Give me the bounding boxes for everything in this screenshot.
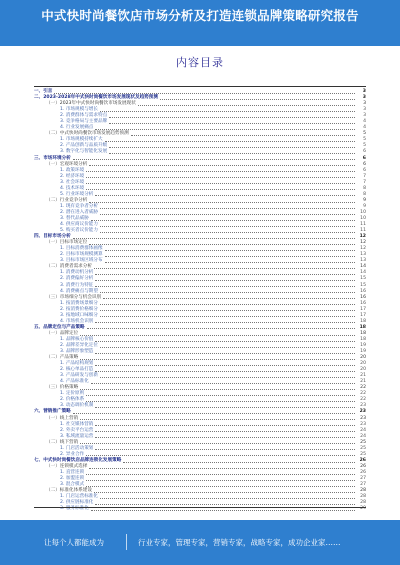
toc-entry-page: 21 <box>360 373 366 379</box>
toc-dot-leader <box>95 273 355 275</box>
toc-entry-label: 1. 消费动机分析 <box>60 270 94 276</box>
toc-dot-leader <box>95 364 355 366</box>
toc-entry-label: （一）2023年中式快时尚餐饮市场发展现状 <box>46 101 136 107</box>
toc-dot-leader <box>86 188 355 190</box>
toc-dot-leader <box>86 182 355 184</box>
toc-dot-leader <box>73 412 355 414</box>
table-of-contents <box>34 89 366 512</box>
toc-entry-page: 20 <box>360 367 366 373</box>
toc-entry-label: 5. 行业环境分析 <box>60 191 94 197</box>
toc-entry-label: 4. 产品标准化 <box>60 379 89 385</box>
toc-entry-page: 22 <box>360 397 366 403</box>
toc-entry-label: 2. 产品创新与品质升级 <box>60 143 108 149</box>
toc-entry-label: 3. 消费行为特征 <box>60 282 94 288</box>
toc-entry-label: 1. 门店活动策划 <box>60 445 94 451</box>
toc-entry-page: 14 <box>360 270 366 276</box>
toc-entry-label: 2. 按消费价格细分 <box>60 306 99 312</box>
footer-slogan-left: 让每个人都能成为 <box>44 538 104 547</box>
toc-dot-leader <box>123 461 355 463</box>
toc-dot-leader <box>109 146 355 148</box>
toc-entry-label: （二）线下营销 <box>46 439 79 445</box>
toc-dot-leader <box>95 321 355 323</box>
toc-dot-leader <box>100 376 355 378</box>
toc-dot-leader <box>86 473 355 475</box>
toc-entry-label: （一）连锁模式选择 <box>46 463 88 469</box>
toc-entry-page: 26 <box>360 463 366 469</box>
toc-entry-label: 3. 竞争格局与主要品牌 <box>60 119 108 125</box>
toc-dot-leader <box>95 285 355 287</box>
toc-entry-page: 24 <box>360 433 366 439</box>
toc-entry-label: （二）消费者需求分析 <box>46 264 92 270</box>
toc-entry-page: 26 <box>359 457 366 463</box>
toc-entry-label: 2. 加盟连锁 <box>60 476 85 481</box>
toc-entry-page: 6 <box>363 149 366 155</box>
toc-entry-page: 27 <box>360 482 366 488</box>
toc-dot-leader <box>89 201 355 203</box>
toc-entry-label: 3. 产品研发与创新 <box>60 373 99 379</box>
toc-dot-leader <box>100 346 355 348</box>
toc-dot-leader <box>105 249 355 251</box>
toc-entry-label: 2. 经济环境 <box>60 173 85 179</box>
toc-entry-label: 1. 产品结构规划 <box>60 361 94 367</box>
toc-entry-label: 1. 政策环境 <box>60 167 85 173</box>
toc-dot-leader <box>100 207 355 209</box>
toc-entry-label: 4. 行业发展痛点 <box>60 125 94 131</box>
toc-entry-page: 16 <box>360 288 366 294</box>
toc-entry-page: 15 <box>360 282 366 288</box>
toc-entry-page: 3 <box>363 101 366 107</box>
toc-entry-label: 三、市场环境分析 <box>34 155 71 161</box>
toc-dot-leader <box>86 170 355 172</box>
toc-dot-leader <box>80 418 355 420</box>
toc-dot-leader <box>86 485 355 487</box>
toc-entry-page: 18 <box>360 336 366 342</box>
toc-entry-page: 28 <box>360 494 366 500</box>
toc-entry-label: 2. 消费群体与需求特点 <box>60 113 108 119</box>
toc-entry-page: 22 <box>360 385 366 391</box>
toc-entry-page: 17 <box>360 312 366 318</box>
toc-dot-leader <box>89 164 355 166</box>
toc-entry-label: （一）目标市场定位 <box>46 240 88 246</box>
toc-dot-leader <box>131 134 355 136</box>
toc-entry-page: 23 <box>359 409 366 415</box>
footer-divider <box>126 534 127 550</box>
toc-entry-page: 18 <box>360 318 366 324</box>
toc-entry-page: 28 <box>360 488 366 494</box>
toc-dot-leader <box>86 394 355 396</box>
toc-entry-page: 6 <box>363 167 366 173</box>
toc-entry-page: 5 <box>363 137 366 143</box>
toc-entry-page: 16 <box>360 300 366 306</box>
toc-entry-page: 8 <box>363 191 366 197</box>
toc-entry-label: 3. 动态调价机制 <box>60 403 94 409</box>
toc-dot-leader <box>95 430 355 432</box>
toc-title: 内容目录 <box>176 56 224 69</box>
toc-entry-label: （二）行业竞争分析 <box>46 197 88 203</box>
toc-entry-label: 3. 服务标准化 <box>60 506 89 512</box>
toc-dot-leader <box>86 479 355 481</box>
toc-entry-label: 4. 技术环境 <box>60 185 85 191</box>
toc-dot-leader <box>94 267 355 269</box>
toc-entry-page: 12 <box>360 246 366 252</box>
toc-dot-leader <box>89 467 355 469</box>
toc-entry-page: 19 <box>360 349 366 355</box>
toc-dot-leader <box>86 454 355 456</box>
toc-entry-label: 六、营销推广策略 <box>34 409 71 415</box>
toc-entry-page: 12 <box>360 240 366 246</box>
toc-dot-leader <box>109 152 355 154</box>
toc-entry-label: 3. 目标市场区域分布 <box>60 258 103 264</box>
toc-dot-leader <box>73 158 355 160</box>
toc-entry-page: 17 <box>360 306 366 312</box>
toc-entry-page: 25 <box>360 445 366 451</box>
toc-dot-leader <box>80 358 355 360</box>
toc-entry-label: 4. 供应商议价能力 <box>60 222 99 228</box>
toc-entry-page: 23 <box>360 403 366 409</box>
toc-dot-leader <box>87 327 355 329</box>
report-header <box>0 0 400 46</box>
toc-dot-leader <box>103 297 355 299</box>
toc-entry-label: 2. 外卖平台运营 <box>60 427 94 433</box>
toc-entry-page: 27 <box>360 476 366 481</box>
toc-entry-label: 1. 社交媒体营销 <box>60 421 94 427</box>
toc-dot-leader <box>91 509 355 511</box>
toc-entry-label: 四、目标市场分析 <box>34 234 71 240</box>
toc-entry-label: （二）标准化体系建设 <box>46 488 92 494</box>
toc-entry-label: 五、品牌定位与产品策略 <box>34 324 85 330</box>
toc-entry-page: 5 <box>363 143 366 149</box>
toc-entry-page: 29 <box>360 506 366 512</box>
toc-entry-label: 2. 品牌差异化定位 <box>60 342 99 348</box>
toc-entry-label: 1. 市场规模与增长 <box>60 107 99 113</box>
toc-entry-page: 13 <box>360 258 366 264</box>
toc-dot-leader <box>80 334 355 336</box>
toc-entry-page: 6 <box>363 161 366 167</box>
toc-entry-page: 26 <box>360 469 366 475</box>
toc-entry-page: 3 <box>363 113 366 119</box>
toc-entry-label: 5. 购买者议价能力 <box>60 228 99 234</box>
toc-entry-page: 11 <box>360 222 366 228</box>
toc-dot-leader <box>109 122 355 124</box>
toc-entry-page: 25 <box>360 439 366 445</box>
toc-entry-label: 七、中式快时尚餐饮店品牌连锁化发展策略 <box>34 457 122 463</box>
toc-entry-label: 3. 替代品威胁 <box>60 215 89 221</box>
toc-dot-leader <box>89 243 355 245</box>
toc-dot-leader <box>86 176 355 178</box>
toc-dot-leader <box>109 116 355 118</box>
toc-dot-leader <box>100 110 355 112</box>
toc-entry-label: 2. 消费偏好分析 <box>60 276 94 282</box>
toc-entry-label: 3. 社会环境 <box>60 179 85 185</box>
toc-entry-page: 9 <box>363 203 366 209</box>
toc-entry-label: 2. 目标市场规模测算 <box>60 252 103 258</box>
toc-entry-label: （一）线上营销 <box>46 415 79 421</box>
toc-dot-leader <box>105 261 355 263</box>
toc-dot-leader <box>100 231 355 233</box>
toc-entry-label: 4. 市场机会识别 <box>60 318 94 324</box>
toc-bottom-rule <box>34 507 366 508</box>
toc-entry-page: 7 <box>363 179 366 185</box>
toc-entry-page: 4 <box>363 119 366 125</box>
toc-entry-label: （二）中式快时尚餐饮市场发展趋势预测 <box>46 131 129 137</box>
toc-dot-leader <box>95 279 355 281</box>
toc-entry-label: 一、引言 <box>34 89 53 94</box>
toc-dot-leader <box>100 213 355 215</box>
toc-dot-leader <box>95 436 355 438</box>
toc-dot-leader <box>100 225 355 227</box>
toc-dot-leader <box>80 442 355 444</box>
toc-dot-leader <box>95 448 355 450</box>
toc-entry-page: 3 <box>362 95 366 101</box>
toc-dot-leader <box>100 303 355 305</box>
toc-entry-page: 20 <box>360 355 366 361</box>
toc-entry-page: 12 <box>359 234 366 240</box>
toc-entry-page: 7 <box>363 173 366 179</box>
toc-entry-label: 1. 按消费场景细分 <box>60 300 99 306</box>
toc-dot-leader <box>138 104 355 106</box>
toc-entry-page: 28 <box>360 500 366 506</box>
toc-dot-leader <box>73 237 355 239</box>
toc-entry-label: 1. 门店运营标准化 <box>60 494 99 500</box>
toc-entry-label: 2. 潜在进入者威胁 <box>60 209 99 215</box>
toc-entry-page: 8 <box>363 185 366 191</box>
toc-entry-label: 二、2023-2028年中式快时尚餐饮市场发展现状及趋势预测 <box>34 95 158 101</box>
toc-entry-page: 18 <box>359 324 366 330</box>
toc-entry-label: 1. 市场规模持续扩大 <box>60 137 103 143</box>
toc-entry-label: 3. 按地域口味细分 <box>60 312 99 318</box>
toc-dot-leader <box>86 400 355 402</box>
toc-entry-page: 5 <box>363 131 366 137</box>
toc-dot-leader <box>95 370 355 372</box>
toc-entry-page: 3 <box>363 107 366 113</box>
toc-entry-page: 24 <box>360 427 366 433</box>
toc-dot-leader <box>95 406 355 408</box>
toc-entry-page: 15 <box>360 276 366 282</box>
toc-dot-leader <box>91 219 355 221</box>
toc-entry-page: 16 <box>360 294 366 300</box>
toc-entry-label: 1. 品牌核心价值 <box>60 336 94 342</box>
toc-dot-leader <box>95 352 355 354</box>
toc-dot-leader <box>91 382 355 384</box>
footer-slogan-right: 行业专家，管理专家，营销专家，战略专家，成功企业家…… <box>138 538 341 547</box>
toc-dot-leader <box>105 255 355 257</box>
toc-dot-leader <box>95 194 355 196</box>
toc-entry-page: 23 <box>360 415 366 421</box>
toc-dot-leader <box>95 128 355 130</box>
toc-entry-page: 3 <box>362 89 366 94</box>
toc-dot-leader <box>100 291 355 293</box>
toc-entry-page: 10 <box>360 209 366 215</box>
toc-entry-label: 1. 现有竞争者分析 <box>60 203 99 209</box>
toc-entry-label: 1. 目标消费群体画像 <box>60 246 103 252</box>
toc-entry-page: 19 <box>360 342 366 348</box>
toc-entry-label: （三）价格策略 <box>46 385 79 391</box>
toc-entry-page: 9 <box>363 197 366 203</box>
toc-top-rule <box>34 86 366 87</box>
toc-entry-page: 18 <box>360 330 366 336</box>
toc-entry-page: 4 <box>363 125 366 131</box>
toc-dot-leader <box>105 140 355 142</box>
toc-entry-page: 25 <box>360 451 366 457</box>
toc-entry-label: 2. 异业合作 <box>60 451 85 457</box>
toc-entry-page: 13 <box>360 252 366 258</box>
toc-entry-label: 1. 直营连锁 <box>60 469 85 475</box>
toc-entry-page: 22 <box>360 391 366 397</box>
toc-dot-leader <box>95 424 355 426</box>
toc-entry-label: 2. 供应链标准化 <box>60 500 94 506</box>
toc-dot-leader <box>160 98 355 100</box>
report-footer <box>0 520 400 565</box>
toc-dot-leader <box>54 92 355 94</box>
toc-entry-label: （二）产品策略 <box>46 355 79 361</box>
toc-dot-leader <box>100 309 355 311</box>
toc-entry-label: 3. 私域流量运营 <box>60 433 94 439</box>
toc-entry-label: （一）宏观环境分析 <box>46 161 88 167</box>
toc-entry-page: 20 <box>360 361 366 367</box>
toc-dot-leader <box>94 491 355 493</box>
toc-entry-page: 11 <box>360 228 366 234</box>
toc-entry-label: 4. 消费痛点与期望 <box>60 288 99 294</box>
toc-dot-leader <box>95 503 355 505</box>
toc-entry-label: 2. 核心单品打造 <box>60 367 94 373</box>
toc-entry-page: 10 <box>360 215 366 221</box>
toc-dot-leader <box>80 388 355 390</box>
toc-entry-label: 2. 价格体系 <box>60 397 85 403</box>
toc-dot-leader <box>100 315 355 317</box>
toc-entry-page: 21 <box>360 379 366 385</box>
toc-entry-label: （三）市场细分与机会识别 <box>46 294 102 300</box>
toc-entry-page: 23 <box>360 421 366 427</box>
toc-dot-leader <box>95 340 355 342</box>
toc-entry-label: 3. 混合模式 <box>60 482 85 488</box>
report-title: 中式快时尚餐饮店市场分析及打造连锁品牌策略研究报告 <box>41 8 359 23</box>
toc-entry-page: 14 <box>360 264 366 270</box>
toc-entry-label: 3. 数字化与智能化发展 <box>60 149 108 155</box>
toc-entry-page: 6 <box>362 155 366 161</box>
toc-entry-label: 3. 品牌形象塑造 <box>60 349 94 355</box>
toc-dot-leader <box>100 497 355 499</box>
toc-entry-label: （一）品牌定位 <box>46 330 79 336</box>
toc-entry-label: 1. 定价原则 <box>60 391 85 397</box>
